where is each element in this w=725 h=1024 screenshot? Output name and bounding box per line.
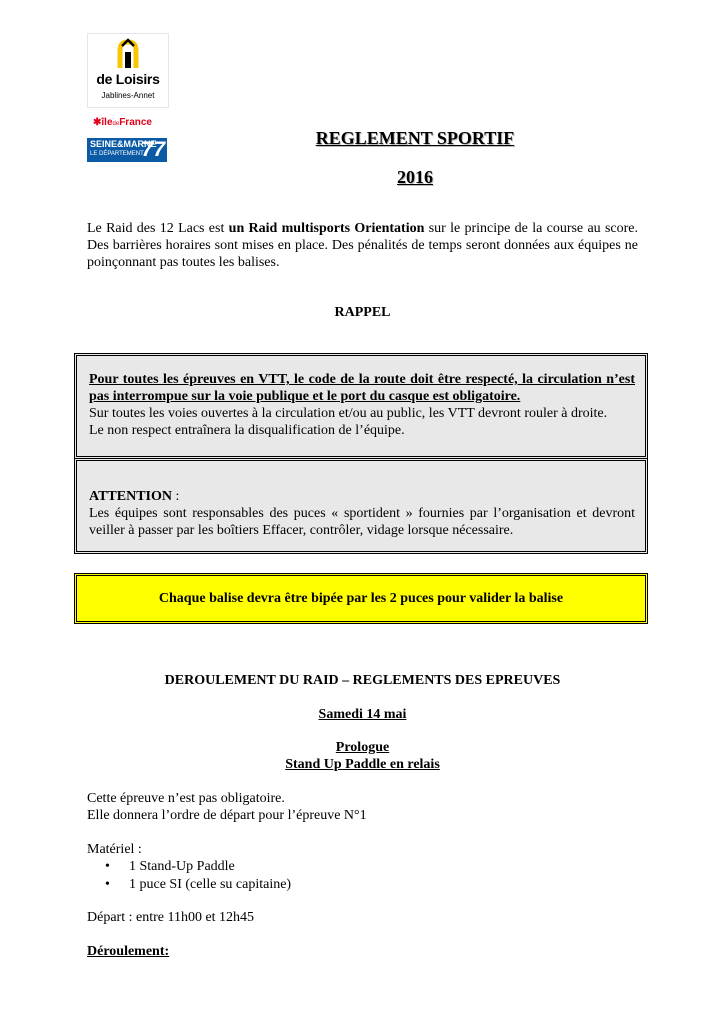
materiel-item-2: 1 puce SI (celle su capitaine) — [129, 877, 292, 892]
page-year: 2016 — [397, 167, 433, 187]
seine-et-marne-logo — [87, 138, 167, 162]
intro-after: sur le principe de la course au score. Des barrières horaires sont mises en place. Des pénalités de temps seront données aux équipes ne poinçonnant pas toutes les balises. — [87, 221, 638, 270]
idf-suffix: France — [119, 117, 152, 128]
event-date: Samedi 14 mai — [318, 707, 407, 722]
bullet-icon: • — [105, 859, 110, 874]
deroulement-heading — [87, 943, 638, 960]
rappel-heading: RAPPEL — [334, 305, 391, 320]
list-item — [87, 858, 638, 876]
materiel-label: Matériel : — [87, 842, 142, 857]
seine-logo-number: 77 — [141, 138, 165, 161]
ile-de-loisirs-logo — [87, 33, 169, 108]
deroulement-label: Déroulement: — [87, 944, 170, 959]
list-item — [87, 876, 638, 894]
attention-colon: : — [171, 489, 180, 504]
attention-text: Les équipes sont responsables des puces « sportident » fournies par l’organisation et devront veiller à passer par les boîtiers Effacer, contrôler, vidage lorsque nécessaire. — [89, 506, 635, 538]
vtt-rules-box — [74, 353, 648, 459]
idf-prefix: île — [101, 117, 113, 128]
attention-label: ATTENTION — [89, 489, 172, 504]
balise-notice-box — [74, 573, 648, 624]
vtt-rules-bold: Pour toutes les épreuves en VTT, le code de la route doit être respecté, la circulation n’est pas interrompue sur la voie publique et le port du casque est obligatoire. — [89, 372, 635, 404]
ile-logo-mark-icon — [110, 38, 146, 70]
intro-before: Le Raid des 12 Lacs est — [87, 221, 229, 236]
body-line1: Cette épreuve n’est pas obligatoire. — [87, 791, 285, 806]
section-heading: DEROULEMENT DU RAID – REGLEMENTS DES EPREUVES — [164, 673, 561, 688]
seine-logo-line2: LE DÉPARTEMENT — [90, 151, 144, 157]
page-title: REGLEMENT SPORTIF — [315, 128, 515, 148]
intro-bold: un Raid multisports Orientation — [228, 221, 425, 236]
star-icon: ✱ — [93, 117, 102, 128]
ile-logo-line2: Jablines-Annet — [101, 91, 155, 100]
intro-paragraph — [87, 220, 638, 271]
event-title: Prologue — [335, 740, 390, 755]
body-line2: Elle donnera l’ordre de départ pour l’épreuve N°1 — [87, 808, 367, 823]
vtt-rules-line2: Sur toutes les voies ouvertes à la circulation et/ou au public, les VTT devront rouler à droite. — [89, 406, 608, 421]
materiel-item-1: 1 Stand-Up Paddle — [129, 859, 235, 874]
event-subtitle: Stand Up Paddle en relais — [285, 757, 440, 772]
attention-box — [74, 458, 648, 554]
bullet-icon: • — [105, 877, 110, 892]
idf-de: de — [112, 121, 120, 127]
depart-time: Départ : entre 11h00 et 12h45 — [87, 910, 255, 925]
vtt-rules-line3: Le non respect entraînera la disqualification de l’équipe. — [89, 423, 405, 438]
ile-logo-line1: de Loisirs — [96, 71, 160, 87]
ile-de-france-logo — [93, 117, 163, 129]
seine-logo-line1: SEINE&MARNE — [90, 139, 157, 149]
materiel-list — [87, 858, 638, 894]
balise-notice-text: Chaque balise devra être bipée par les 2 puces pour valider la balise — [158, 591, 564, 606]
